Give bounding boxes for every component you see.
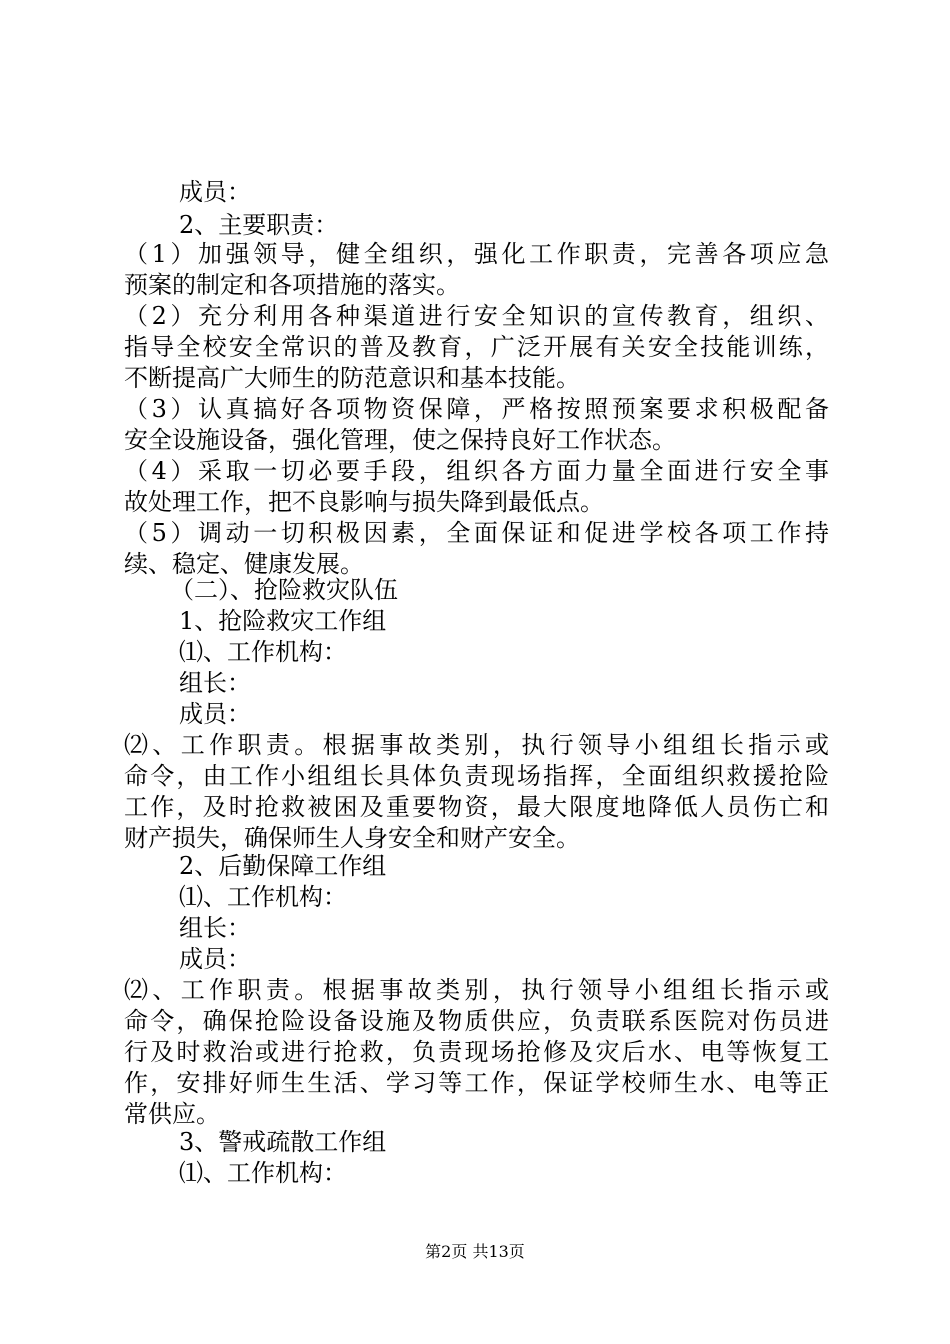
section-heading: 2、主要职责： — [179, 211, 339, 239]
paragraph-line: 预案的制定和各项措施的落实。 — [124, 271, 460, 299]
section-heading: （二）、抢险救灾队伍 — [170, 576, 398, 604]
text-line: 组长： — [179, 669, 251, 697]
paragraph-line: （3）认真搞好各项物资保障，严格按照预案要求积极配备 — [124, 395, 829, 423]
paragraph-line: （5）调动一切积极因素，全面保证和促进学校各项工作持 — [124, 519, 829, 547]
paragraph-line: 常供应。 — [124, 1100, 220, 1128]
paragraph-line: 命令，确保抢险设备设施及物质供应，负责联系医院对伤员进 — [124, 1007, 829, 1035]
page-number-footer: 第2页 共13页 — [425, 1242, 525, 1261]
paragraph-line: 故处理工作，把不良影响与损失降到最低点。 — [124, 488, 604, 516]
text-line: 成员： — [179, 700, 251, 728]
text-line: ⑴、工作机构： — [179, 638, 347, 666]
paragraph-line: 财产损失，确保师生人身安全和财产安全。 — [124, 824, 580, 852]
section-heading: 2、后勤保障工作组 — [179, 852, 387, 880]
paragraph-line: 不断提高广大师生的防范意识和基本技能。 — [124, 364, 580, 392]
text-line: 成员： — [179, 945, 251, 973]
paragraph-line: （1）加强领导，健全组织，强化工作职责，完善各项应急 — [124, 240, 829, 268]
paragraph-line: （2）充分利用各种渠道进行安全知识的宣传教育，组织、 — [124, 302, 829, 330]
paragraph-line: ⑵、工作职责。根据事故类别，执行领导小组组长指示或 — [124, 976, 829, 1004]
paragraph-line: ⑵、工作职责。根据事故类别，执行领导小组组长指示或 — [124, 731, 829, 759]
text-line: ⑴、工作机构： — [179, 1159, 347, 1187]
text-line: 组长： — [179, 914, 251, 942]
paragraph-line: 命令，由工作小组组长具体负责现场指挥，全面组织救援抢险 — [124, 762, 829, 790]
paragraph-line: 作，安排好师生生活、学习等工作，保证学校师生水、电等正 — [124, 1069, 829, 1097]
paragraph-line: 行及时救治或进行抢救，负责现场抢修及灾后水、电等恢复工 — [124, 1038, 829, 1066]
paragraph-line: （4）采取一切必要手段，组织各方面力量全面进行安全事 — [124, 457, 829, 485]
paragraph-line: 指导全校安全常识的普及教育，广泛开展有关安全技能训练， — [124, 333, 829, 361]
section-heading: 1、抢险救灾工作组 — [179, 607, 387, 635]
text-line: ⑴、工作机构： — [179, 883, 347, 911]
paragraph-line: 工作，及时抢救被困及重要物资，最大限度地降低人员伤亡和 — [124, 793, 829, 821]
paragraph-line: 续、稳定、健康发展。 — [124, 550, 364, 578]
text-line: 成员： — [179, 178, 251, 206]
paragraph-line: 安全设施设备，强化管理，使之保持良好工作状态。 — [124, 426, 676, 454]
section-heading: 3、警戒疏散工作组 — [179, 1128, 387, 1156]
